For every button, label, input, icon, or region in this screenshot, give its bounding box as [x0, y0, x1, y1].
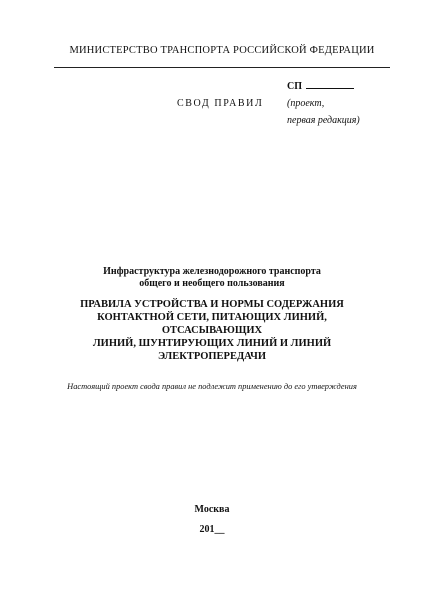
city: Москва [194, 504, 230, 515]
svod-pravil-label: СВОД ПРАВИЛ [177, 98, 264, 109]
title-line-2: КОНТАКТНОЙ СЕТИ, ПИТАЮЩИХ ЛИНИЙ, ОТСАСЫВАЮЩИХ [97, 312, 327, 336]
sp-number-blank [306, 88, 354, 89]
draft-status-line-2: первая редакция) [287, 115, 360, 126]
draft-status-line-1: (проект, [287, 98, 325, 109]
header-divider [54, 67, 390, 68]
document-title [52, 298, 372, 363]
draft-status [287, 95, 360, 129]
year: 201__ [199, 524, 225, 535]
sp-code-block [287, 81, 360, 129]
infrastructure-line-2: общего и необщего пользования [139, 278, 285, 289]
title-line-3: ЛИНИЙ, ШУНТИРУЮЩИХ ЛИНИЙ И ЛИНИЙ ЭЛЕКТРОПЕРЕДАЧИ [92, 338, 332, 362]
ministry-header: МИНИСТЕРСТВО ТРАНСПОРТА РОССИЙСКОЙ ФЕДЕРАЦИИ [69, 45, 375, 56]
title-line-1: ПРАВИЛА УСТРОЙСТВА И НОРМЫ СОДЕРЖАНИЯ [80, 299, 344, 310]
infrastructure-line-1: Инфраструктура железнодорожного транспорта [103, 266, 321, 277]
infrastructure-subtitle [60, 266, 364, 290]
draft-notice: Настоящий проект свода правил не подлежит применению до его утверждения [67, 382, 357, 391]
sp-code-row [287, 81, 360, 92]
sp-code: СП [287, 81, 302, 92]
